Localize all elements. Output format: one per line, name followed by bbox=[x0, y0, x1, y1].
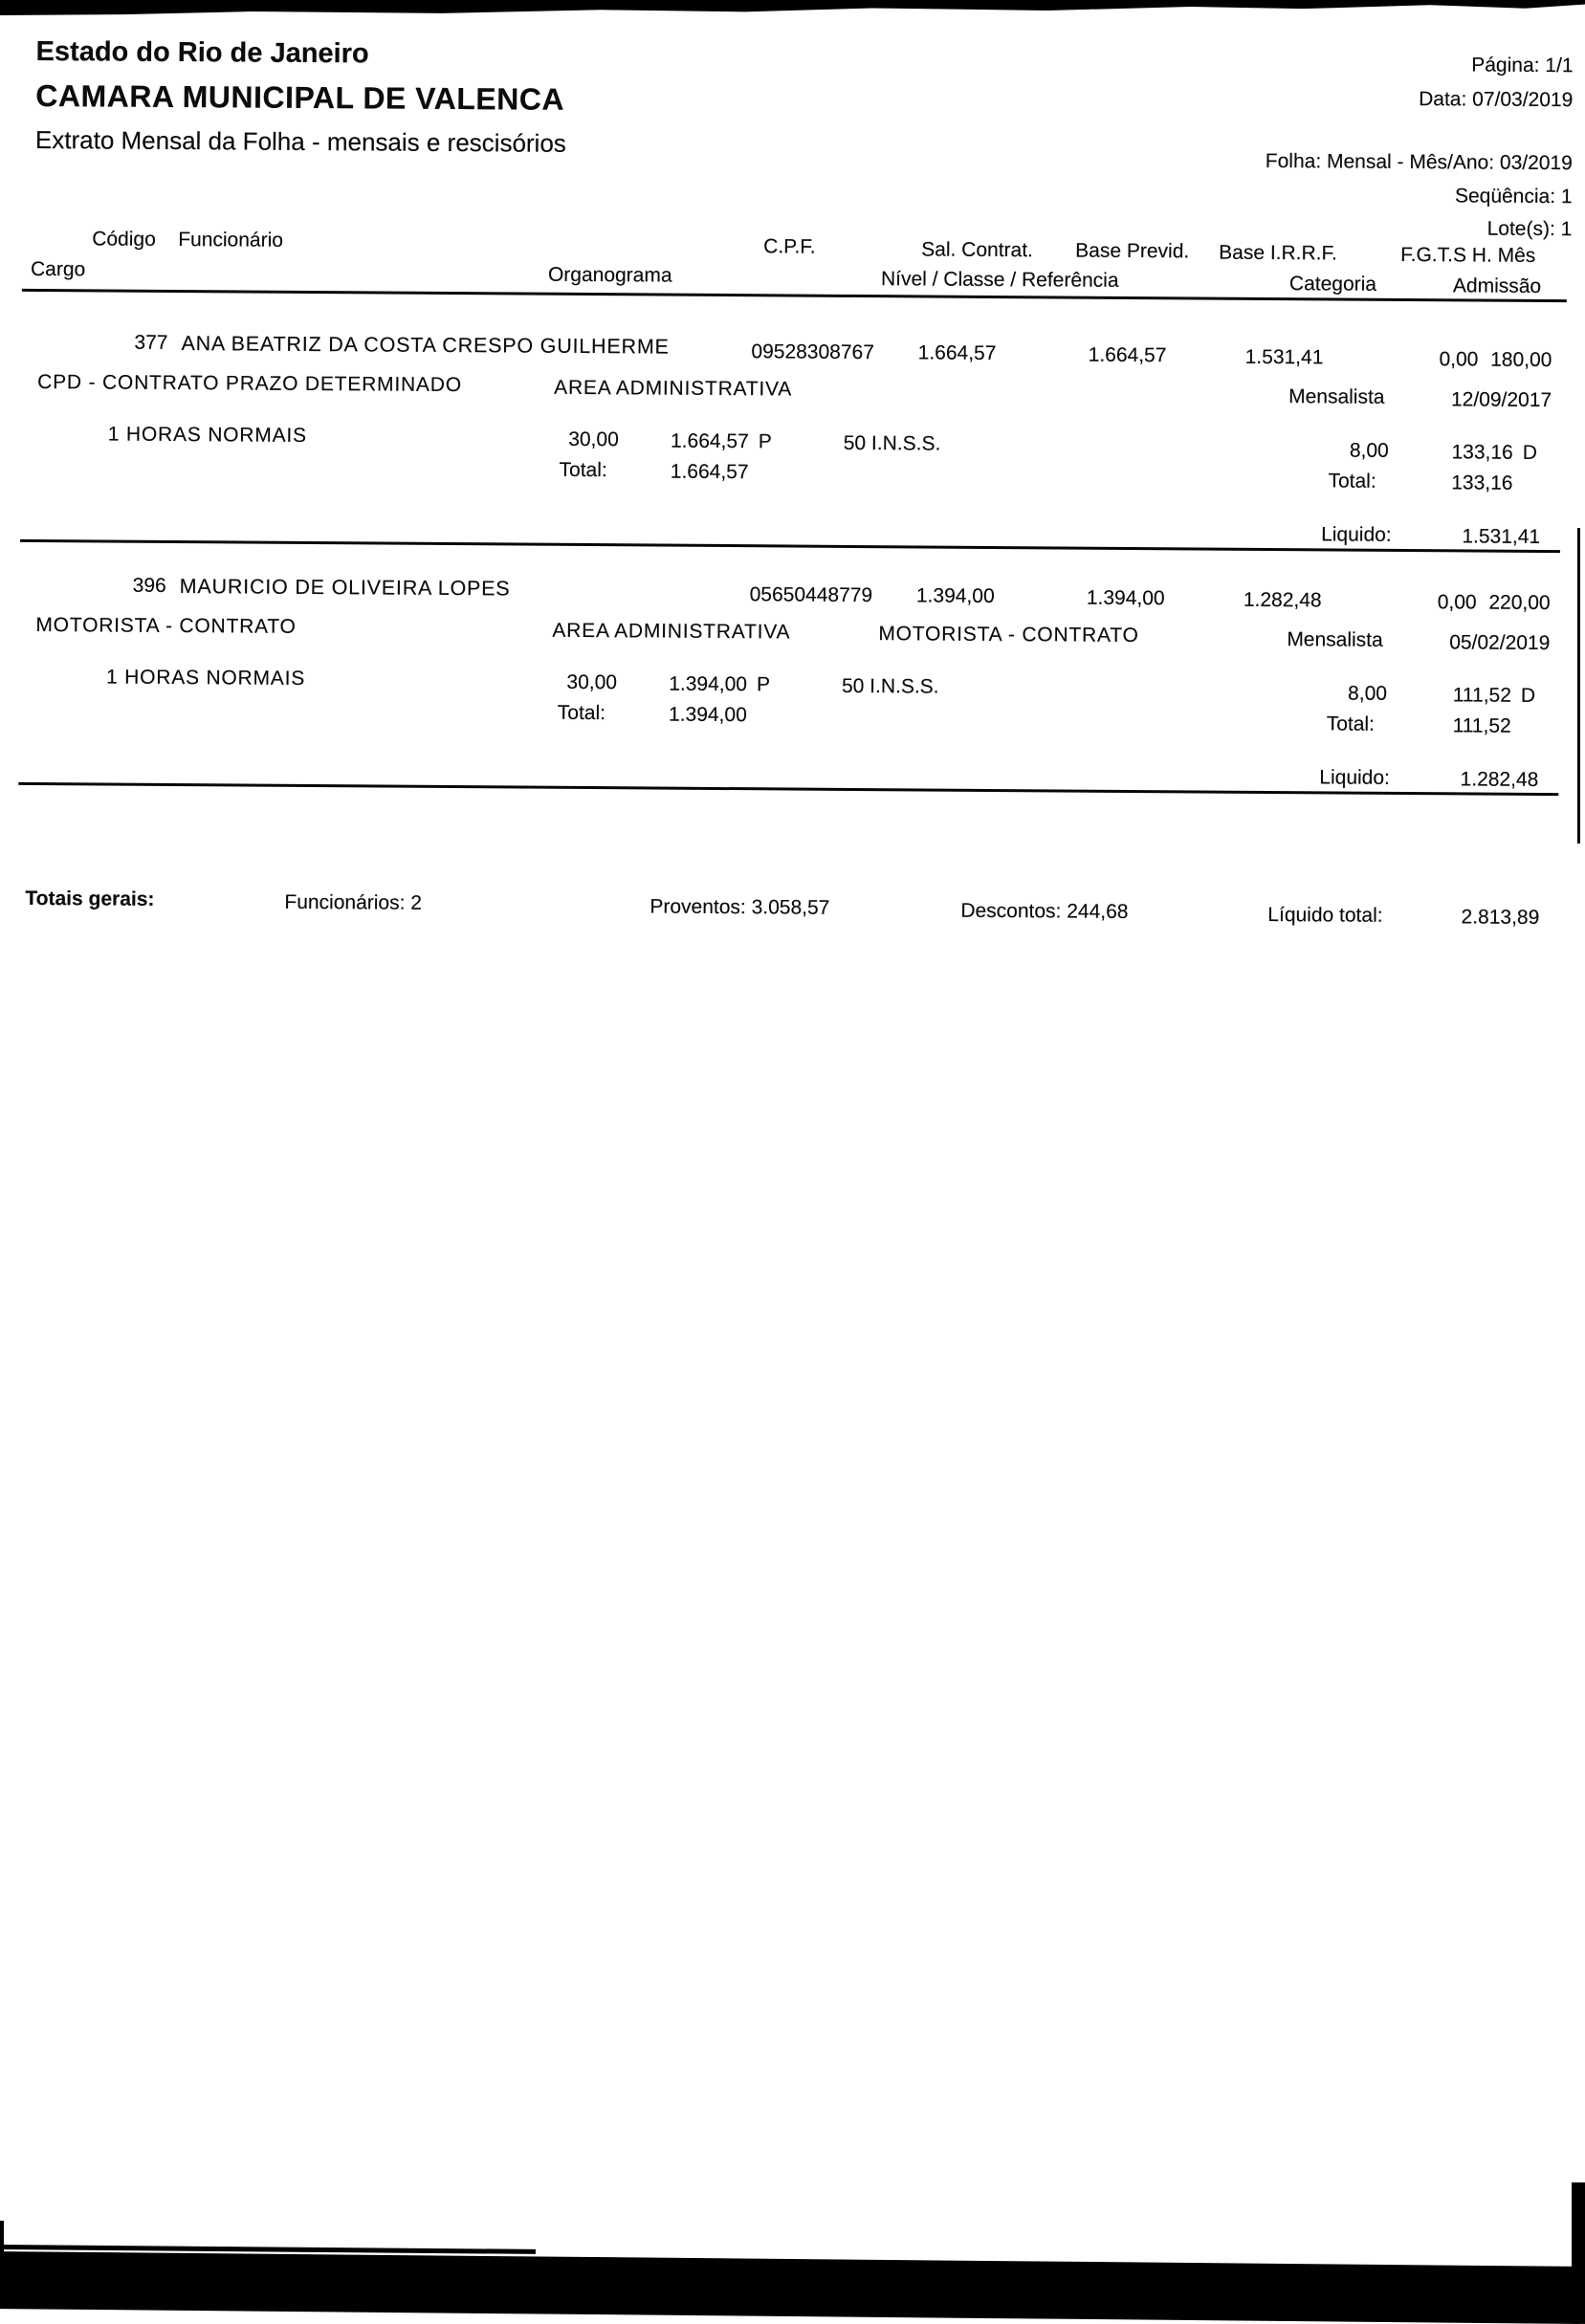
employee-categoria: Mensalista bbox=[1288, 385, 1385, 408]
earning-hours: 30,00 bbox=[566, 670, 618, 694]
deduction-total-value: 133,16 bbox=[1451, 471, 1513, 494]
employee-name: MAURICIO DE OLIVEIRA LOPES bbox=[179, 575, 511, 601]
earning-total-value: 1.664,57 bbox=[670, 460, 749, 484]
deduction-desc: 50 I.N.S.S. bbox=[843, 431, 941, 455]
col-base-irrf: Base I.R.R.F. bbox=[1219, 241, 1337, 265]
scan-bottom-right-block bbox=[1572, 2182, 1585, 2288]
col-cpf: C.P.F. bbox=[763, 235, 816, 258]
totals-funcionarios: Funcionários: 2 bbox=[284, 890, 423, 914]
employee-cargo: CPD - CONTRATO PRAZO DETERMINADO bbox=[37, 371, 462, 397]
totals-liquido-value: 2.813,89 bbox=[1461, 906, 1540, 929]
totals-proventos: Proventos: 3.058,57 bbox=[649, 895, 830, 919]
org-name: CAMARA MUNICIPAL DE VALENCA bbox=[35, 77, 565, 117]
liquido-value: 1.282,48 bbox=[1460, 768, 1539, 791]
employee-row bbox=[0, 574, 1581, 791]
earning-value-suffix: P bbox=[756, 673, 771, 696]
liquido-label: Liquido: bbox=[1321, 523, 1392, 546]
employee-sal-contrat: 1.394,00 bbox=[915, 584, 995, 607]
employee-organograma: AREA ADMINISTRATIVA bbox=[552, 619, 791, 644]
deduction-total-value: 111,52 bbox=[1452, 714, 1511, 737]
col-funcionario: Funcionário bbox=[178, 229, 284, 252]
employee-code: 396 bbox=[132, 574, 166, 597]
earning-hours: 30,00 bbox=[568, 428, 619, 451]
deduction-value: 111,52 bbox=[1452, 684, 1512, 707]
col-base-previd: Base Previd. bbox=[1075, 239, 1190, 263]
meta-folha: Folha: Mensal - Mês/Ano: 03/2019 bbox=[1265, 149, 1573, 175]
earning-desc: 1 HORAS NORMAIS bbox=[105, 666, 306, 690]
employee-admissao: 12/09/2017 bbox=[1450, 388, 1552, 412]
employee-base-previd: 1.394,00 bbox=[1086, 586, 1165, 610]
earning-value: 1.664,57 bbox=[670, 429, 749, 453]
col-cargo: Cargo bbox=[30, 257, 86, 281]
col-admissao: Admissão bbox=[1452, 274, 1542, 297]
employee-cpf: 09528308767 bbox=[751, 340, 875, 364]
earning-total-label: Total: bbox=[557, 701, 606, 725]
col-codigo: Código bbox=[92, 228, 156, 251]
employee-name: ANA BEATRIZ DA COSTA CRESPO GUILHERME bbox=[181, 332, 670, 359]
deduction-hours: 8,00 bbox=[1348, 682, 1388, 705]
liquido-value: 1.531,41 bbox=[1462, 525, 1541, 548]
earning-value-suffix: P bbox=[758, 430, 772, 453]
employee-sal-contrat: 1.664,57 bbox=[917, 341, 997, 365]
employee-admissao: 05/02/2019 bbox=[1449, 631, 1551, 655]
employee-base-previd: 1.664,57 bbox=[1088, 343, 1167, 367]
employee-hmes: 220,00 bbox=[1488, 591, 1551, 615]
deduction-value-suffix: D bbox=[1520, 684, 1536, 707]
deduction-value-suffix: D bbox=[1522, 441, 1537, 464]
col-fgts-hmes: F.G.T.S H. Mês bbox=[1400, 243, 1536, 267]
col-categoria: Categoria bbox=[1288, 273, 1377, 296]
deduction-value: 133,16 bbox=[1451, 441, 1513, 464]
employee-fgts: 0,00 bbox=[1437, 591, 1477, 614]
state-name: Estado do Rio de Janeiro bbox=[35, 35, 369, 70]
col-organograma: Organograma bbox=[547, 263, 672, 287]
employee-base-irrf: 1.531,41 bbox=[1244, 345, 1324, 369]
employee-fgts: 0,00 bbox=[1439, 348, 1479, 371]
earning-value: 1.394,00 bbox=[669, 672, 748, 696]
employee-cpf: 05650448779 bbox=[749, 583, 873, 607]
earning-total-label: Total: bbox=[559, 458, 607, 482]
deduction-hours: 8,00 bbox=[1349, 439, 1389, 462]
employee-row bbox=[0, 331, 1583, 548]
totals-liquido-label: Líquido total: bbox=[1267, 903, 1383, 927]
employee-categoria: Mensalista bbox=[1287, 628, 1383, 651]
earning-desc: 1 HORAS NORMAIS bbox=[107, 423, 307, 447]
col-nivel: Nível / Classe / Referência bbox=[880, 268, 1119, 292]
deduction-desc: 50 I.N.S.S. bbox=[841, 674, 939, 698]
meta-page: Página: 1/1 bbox=[1471, 54, 1574, 77]
col-sal-contrat: Sal. Contrat. bbox=[921, 238, 1034, 262]
employee-organograma: AREA ADMINISTRATIVA bbox=[554, 376, 793, 401]
totals-descontos: Descontos: 244,68 bbox=[960, 899, 1129, 923]
totals-label: Totais gerais: bbox=[25, 887, 155, 910]
deduction-total-label: Total: bbox=[1328, 470, 1376, 493]
employee-code: 377 bbox=[134, 331, 168, 354]
earning-total-value: 1.394,00 bbox=[668, 703, 747, 727]
employee-nivel: MOTORISTA - CONTRATO bbox=[878, 623, 1139, 647]
employee-hmes: 180,00 bbox=[1490, 348, 1552, 372]
liquido-label: Liquido: bbox=[1319, 766, 1390, 789]
employee-base-irrf: 1.282,48 bbox=[1243, 588, 1322, 612]
employee-cargo: MOTORISTA - CONTRATO bbox=[35, 613, 297, 638]
deduction-total-label: Total: bbox=[1326, 713, 1376, 735]
report-title: Extrato Mensal da Folha - mensais e rescisórios bbox=[34, 124, 566, 158]
meta-sequence: Seqüência: 1 bbox=[1454, 185, 1573, 208]
meta-date: Data: 07/03/2019 bbox=[1419, 88, 1574, 112]
meta-lot: Lote(s): 1 bbox=[1486, 217, 1573, 241]
